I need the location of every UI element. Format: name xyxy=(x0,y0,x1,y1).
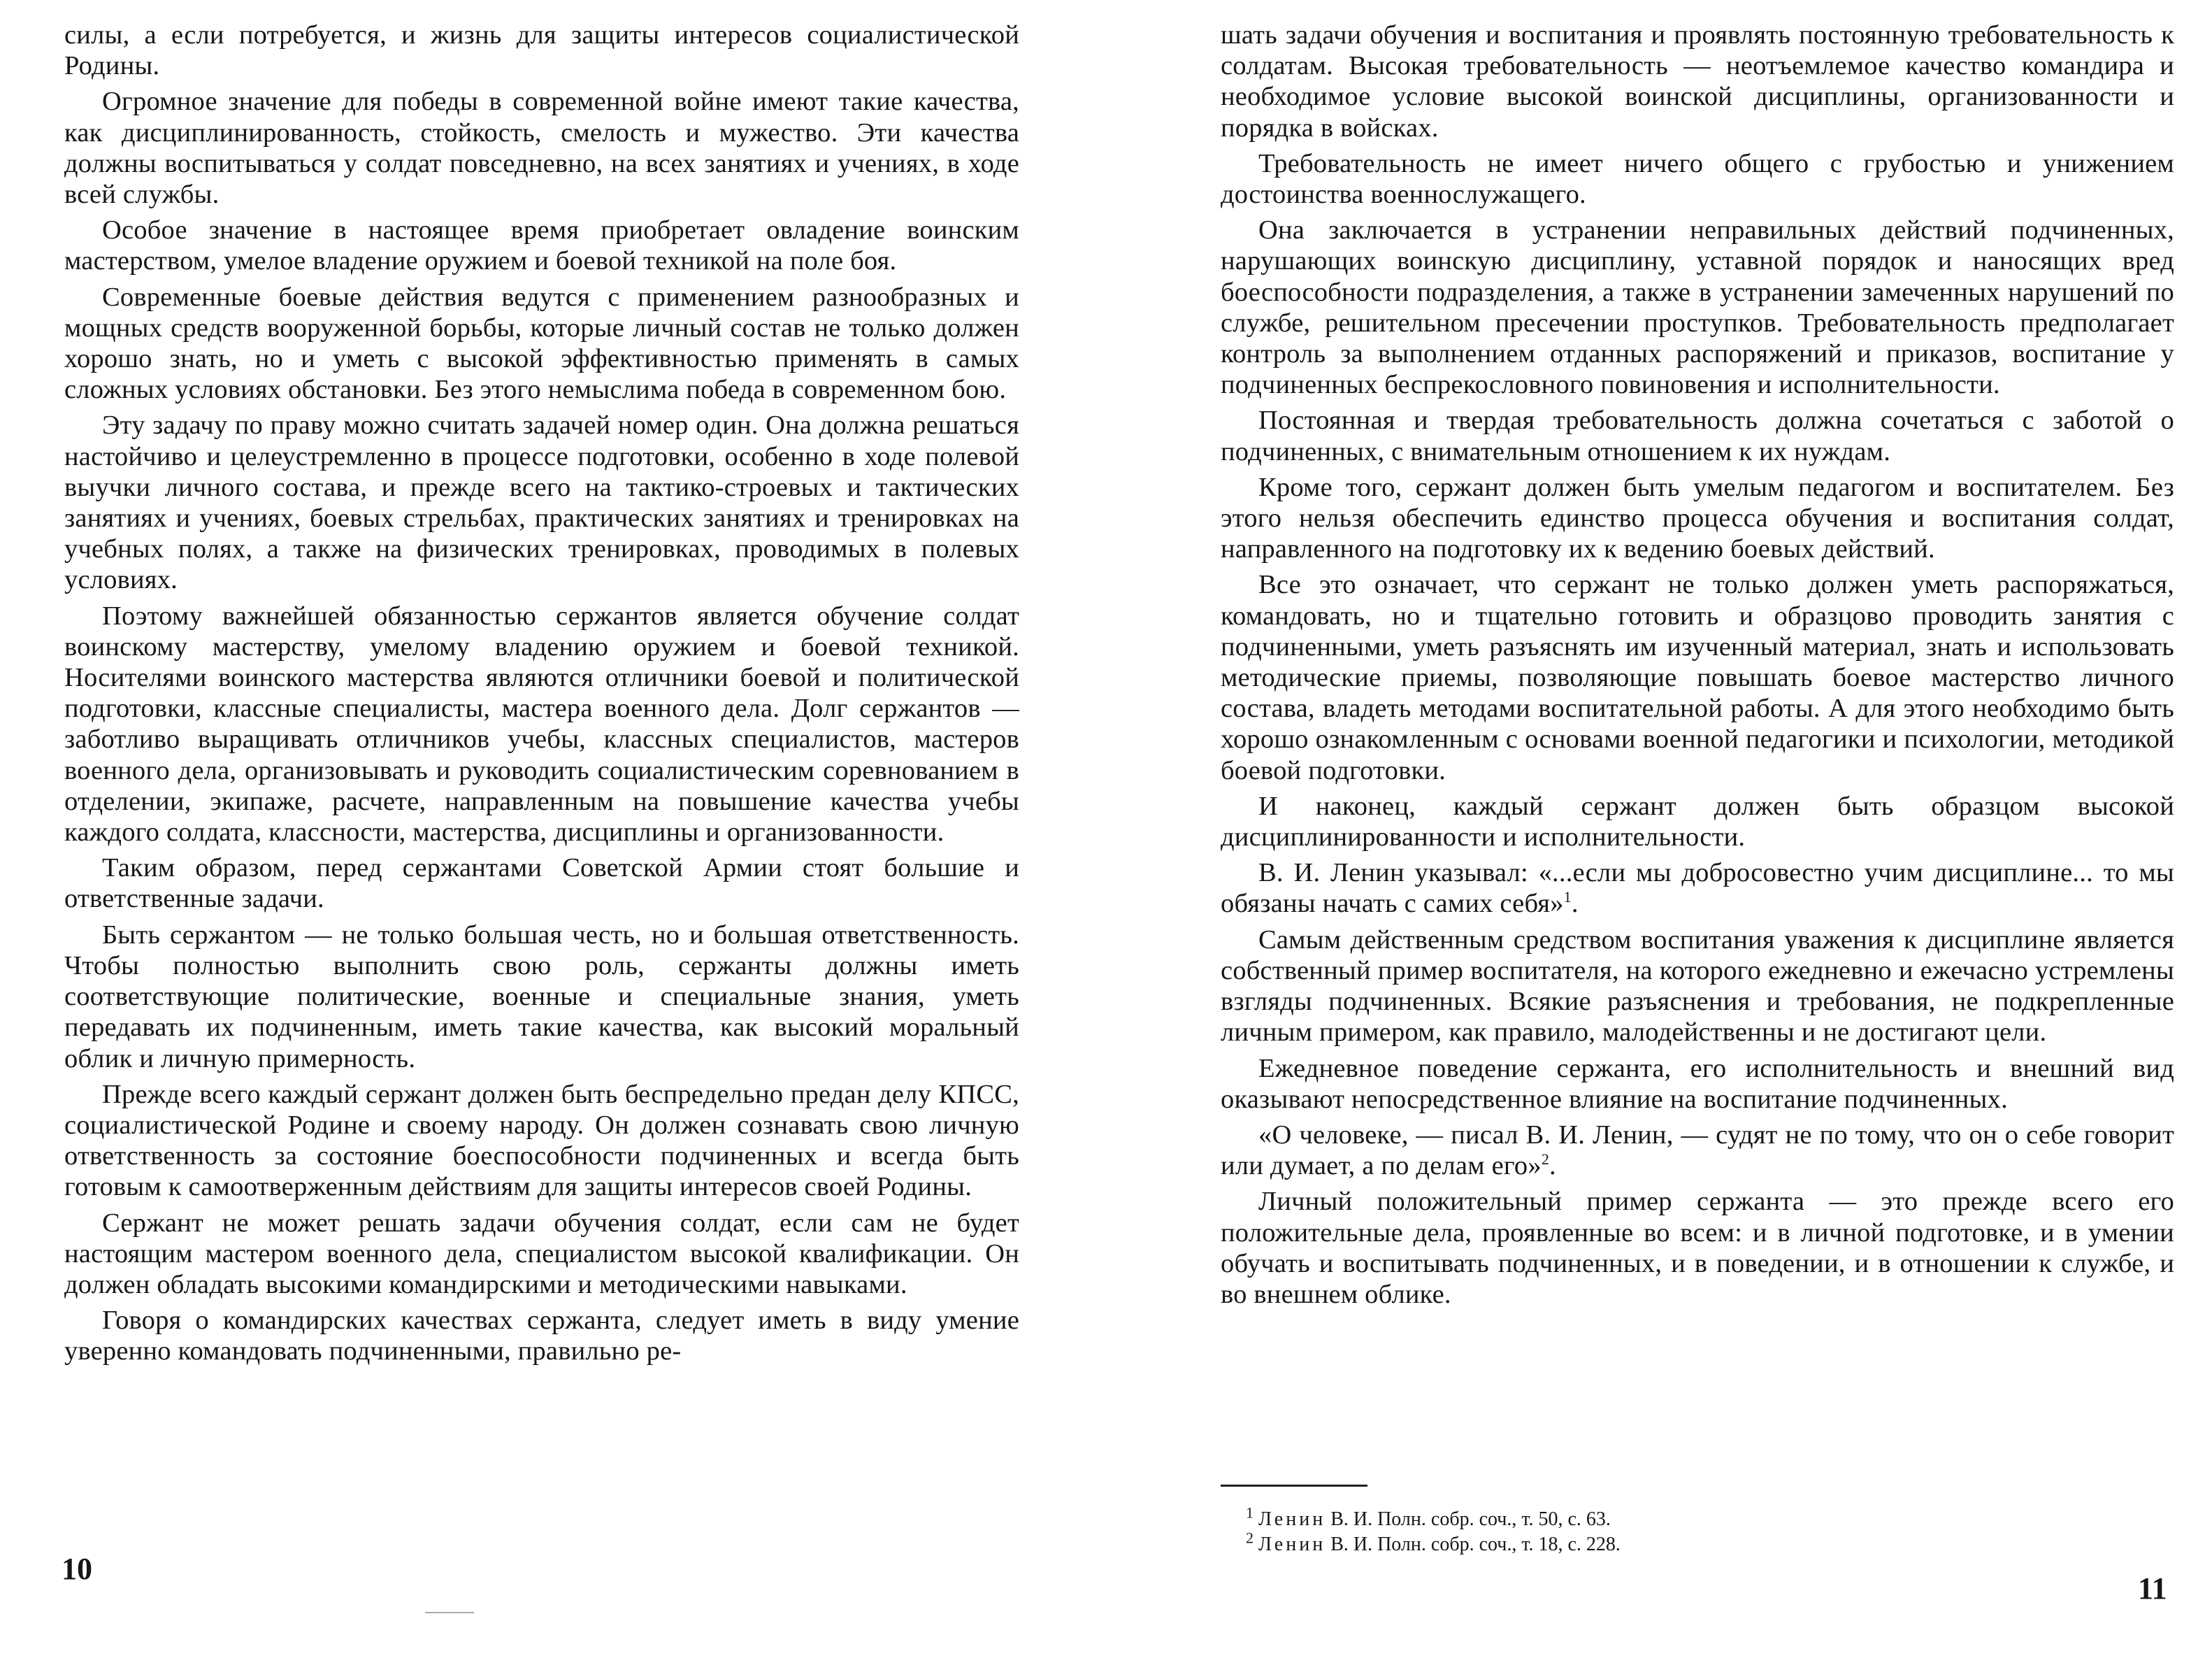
paragraph: Требовательность не имеет ничего общего с грубостью и унижением достоинства военнослужащего. xyxy=(1221,148,2174,210)
paragraph: И наконец, каждый сержант должен быть образцом высокой дисциплинированности и исполнительности. xyxy=(1221,791,2174,852)
footnote xyxy=(1246,1503,2085,1532)
paragraph: силы, а если потребуется, и жизнь для защиты интересов социалистической Родины. xyxy=(64,20,1019,81)
right-page-text xyxy=(1221,20,2174,1315)
footnotes xyxy=(1246,1503,2085,1557)
paragraph: Прежде всего каждый сержант должен быть беспредельно предан делу КПСС, социалистической Родине и своему народу. Он должен сознавать свою личную ответственность за состояние боеспособности подчиненных и всегда быть готовым к самоотверженным действиям для защиты интересов своей Родины. xyxy=(64,1079,1019,1202)
paragraph: Самым действенным средством воспитания уважения к дисциплине является собственный пример воспитателя, на которого ежедневно и ежечасно устремлены взгляды подчиненных. Всякие разъяснения и требования, не подкрепленные личным примером, как правило, малодейственны и не достигают цели. xyxy=(1221,924,2174,1048)
page-number: 10 xyxy=(62,1552,92,1586)
paragraph: «О человеке, — писал В. И. Ленин, — судят не по тому, что он о себе говорит или думает, а по делам его»$^2$. xyxy=(1221,1120,2174,1181)
left-page-text xyxy=(64,20,1019,1372)
footnote-divider xyxy=(1221,1485,1367,1487)
scan-mark xyxy=(425,1612,474,1613)
paragraph: Эту задачу по праву можно считать задачей номер один. Она должна решаться настойчиво и целеустремленно в процессе подготовки, особенно в ходе полевой выучки личного состава, и прежде всего на тактико-строевых и тактических занятиях и учениях, боевых стрельбах, практических занятиях и тренировках на учебных полях, а также на физических тренировках, проводимых в полевых условиях. xyxy=(64,410,1019,595)
paragraph: шать задачи обучения и воспитания и проявлять постоянную требовательность к солдатам. Высокая требовательность — неотъемлемое качество командира и необходимое условие высокой воинской дисциплины, организованности и порядка в войсках. xyxy=(1221,20,2174,143)
paragraph: Быть сержантом — не только большая честь, но и большая ответственность. Чтобы полностью выполнить свою роль, сержанты должны иметь соответствующие политические, военные и специальные знания, уметь передавать их подчиненным, иметь такие качества, как высокий моральный облик и личную примерность. xyxy=(64,920,1019,1073)
footnote-text: В. И. Полн. собр. соч., т. 50, с. 63. xyxy=(1330,1508,1611,1530)
footnote-author: Ленин xyxy=(1258,1508,1326,1530)
paragraph: Все это означает, что сержант не только должен уметь распоряжаться, командовать, но и тщательно готовить и образцово проводить занятия с подчиненными, уметь разъяснять им изученный материал, знать и использовать методические приемы, позволяющие повышать боевое мастерство личного состава, владеть методами воспитательной работы. А для этого необходимо быть хорошо ознакомленным с основами военной педагогики и психологии, методикой боевой подготовки. xyxy=(1221,570,2174,785)
paragraph: Огромное значение для победы в современной войне имеют такие качества, как дисциплинированность, стойкость, смелость и мужество. Эти качества должны воспитываться у солдат повседневно, на всех занятиях и учениях, в ходе всей службы. xyxy=(64,87,1019,210)
paragraph: Ежедневное поведение сержанта, его исполнительность и внешний вид оказывают непосредственное влияние на воспитание подчиненных. xyxy=(1221,1053,2174,1114)
quote-text: В. И. Ленин указывал: «...если мы добросовестно учим дисциплине... то мы обязаны начать с самих себя» xyxy=(1221,858,2174,919)
footnote-marker: 2 xyxy=(1541,1150,1550,1169)
quote-text: «О человеке, — писал В. И. Ленин, — судят не по тому, что он о себе говорит или думает, а по делам его» xyxy=(1221,1120,2174,1181)
paragraph: В. И. Ленин указывал: «...если мы добросовестно учим дисциплине... то мы обязаны начать с самих себя»$^1$. xyxy=(1221,858,2174,919)
paragraph: Поэтому важнейшей обязанностью сержантов является обучение солдат воинскому мастерству, умелому владению оружием и боевой техникой. Носителями воинского мастерства являются отличники боевой и политической подготовки, классные специалисты, мастера военного дела. Долг сержантов — заботливо выращивать отличников учебы, классных специалистов, мастеров военного дела, организовывать и руководить социалистическим соревнованием в отделении, экипаже, расчете, направленным на повышение качества учебы каждого солдата, классности, мастерства, дисциплины и организованности. xyxy=(64,601,1019,848)
footnote-number: 2 xyxy=(1246,1529,1254,1547)
footnote-number: 1 xyxy=(1246,1503,1254,1522)
footnote-author: Ленин xyxy=(1258,1534,1326,1555)
footnote-marker: 1 xyxy=(1563,888,1572,906)
paragraph: Постоянная и твердая требовательность должна сочетаться с заботой о подчиненных, с внимательным отношением к их нуждам. xyxy=(1221,406,2174,466)
footnote xyxy=(1246,1529,2085,1557)
paragraph: Кроме того, сержант должен быть умелым педагогом и воспитателем. Без этого нельзя обеспечить единство процесса обучения и воспитания солдат, направленного на подготовку их к ведению боевых действий. xyxy=(1221,472,2174,564)
paragraph: Сержант не может решать задачи обучения солдат, если сам не будет настоящим мастером военного дела, специалистом высокой квалификации. Он должен обладать высокими командирскими и методическими навыками. xyxy=(64,1208,1019,1299)
page-number: 11 xyxy=(2138,1571,2167,1606)
right-page xyxy=(1106,0,2212,1672)
footnote-text: В. И. Полн. собр. соч., т. 18, с. 228. xyxy=(1330,1534,1621,1555)
paragraph: Современные боевые действия ведутся с применением разнообразных и мощных средств вооруженной борьбы, которые личный состав не только должен хорошо знать, но и уметь с высокой эффективностью применять в самых сложных условиях обстановки. Без этого немыслима победа в современном бою. xyxy=(64,282,1019,405)
paragraph: Таким образом, перед сержантами Советской Армии стоят большие и ответственные задачи. xyxy=(64,853,1019,914)
paragraph: Она заключается в устранении неправильных действий подчиненных, нарушающих воинскую дисциплину, уставной порядок и наносящих вред боеспособности подразделения, а также в устранении замеченных нарушений по службе, решительном пресечении проступков. Требовательность предполагает контроль за выполнением отданных распоряжений и приказов, воспитание у подчиненных беспрекословного повиновения и исполнительности. xyxy=(1221,215,2174,400)
paragraph: Особое значение в настоящее время приобретает овладение воинским мастерством, умелое владение оружием и боевой техникой на поле боя. xyxy=(64,215,1019,276)
paragraph: Говоря о командирских качествах сержанта, следует иметь в виду умение уверенно командовать подчиненными, правильно ре- xyxy=(64,1306,1019,1366)
paragraph: Личный положительный пример сержанта — это прежде всего его положительные дела, проявленные во всем: и в личной подготовке, и в умении обучать и воспитывать подчиненных, и в поведении, и в отношении к службе, и во внешнем облике. xyxy=(1221,1187,2174,1309)
